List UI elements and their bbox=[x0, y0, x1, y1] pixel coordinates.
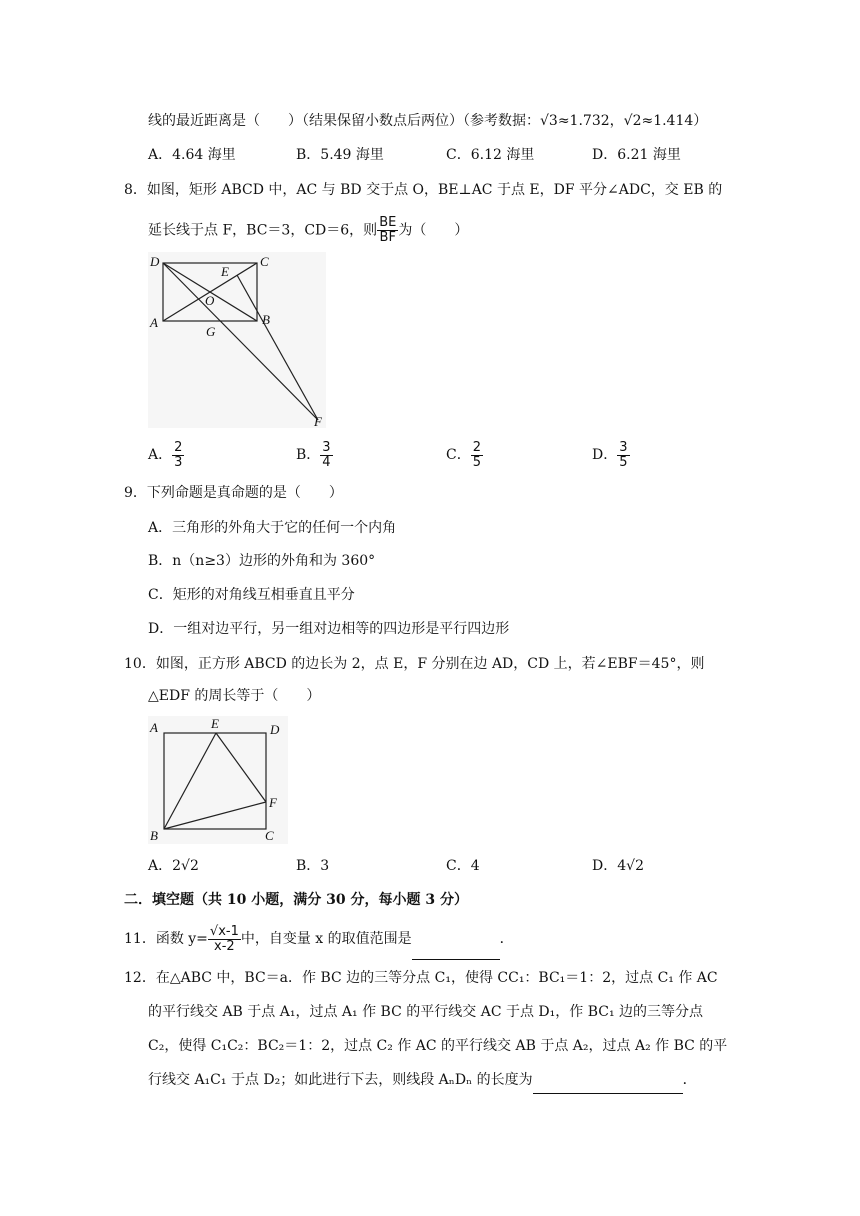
q10-stem-line1: 10．如图，正方形 ABCD 的边长为 2，点 E，F 分别在边 AD，CD 上，若∠EBF＝45°，则 bbox=[124, 656, 705, 672]
q11-pre: 11．函数 y= bbox=[124, 931, 208, 947]
segment-be bbox=[164, 733, 216, 829]
q7-option-c: C．6.12 海里 bbox=[446, 147, 535, 163]
q12-line1: 12．在△ABC 中，BC＝a．作 BC 边的三等分点 C₁，使得 CC₁：BC₁＝1：2，过点 C₁ 作 AC bbox=[124, 970, 718, 986]
q12-line2: 的平行线交 AB 于点 A₁，过点 A₁ 作 BC 的平行线交 AC 于点 D₁，作 BC₁ 边的三等分点 bbox=[148, 1004, 704, 1020]
section2-title: 二．填空题（共 10 小题，满分 30 分，每小题 3 分） bbox=[124, 892, 468, 908]
q7-stem-line bbox=[148, 111, 707, 131]
q9-option-a: A．三角形的外角大于它的任何一个内角 bbox=[148, 520, 397, 536]
q10-option-b: B．3 bbox=[296, 858, 330, 874]
q8-label-f: F bbox=[314, 414, 322, 428]
q7-sqrt3-ref: 3≈1.732， bbox=[548, 113, 624, 129]
sqrt-icon: √ bbox=[623, 113, 633, 129]
q8-option-a bbox=[148, 438, 184, 472]
q8-stem-line1: 8．如图，矩形 ABCD 中，AC 与 BD 交于点 O，BE⊥AC 于点 E，DF 平分∠ADC，交 EB 的 bbox=[124, 182, 723, 198]
q8-option-b-label: B． bbox=[296, 447, 321, 463]
q12-end: ． bbox=[682, 1072, 697, 1088]
q10-option-d bbox=[592, 856, 644, 876]
num: 3 bbox=[619, 439, 628, 455]
den: 5 bbox=[472, 454, 481, 470]
q8-option-d-label: D． bbox=[592, 447, 618, 463]
q10-option-a-radicand: 2 bbox=[189, 858, 199, 874]
q7-stem-text: 线的最近距离是（ ）（结果保留小数点后两位）（参考数据： bbox=[148, 113, 540, 129]
q10-option-c: C．4 bbox=[446, 858, 480, 874]
q12-line4-text: 行线交 A₁C₁ 于点 D₂；如此进行下去，则线段 AₙDₙ 的长度为 bbox=[148, 1072, 533, 1088]
q8-option-c bbox=[446, 438, 483, 472]
q10-figure bbox=[148, 716, 288, 844]
q8-line2-pre: 延长线于点 F，BC＝3，CD＝6，则 bbox=[148, 222, 378, 239]
q12-answer-blank[interactable] bbox=[533, 1073, 683, 1094]
q8-figure bbox=[148, 252, 326, 428]
q7-option-b: B．5.49 海里 bbox=[296, 147, 384, 163]
q8-fraction-num: BE bbox=[379, 215, 397, 230]
segment-df bbox=[163, 263, 318, 420]
segment-ef bbox=[216, 733, 266, 802]
q8-option-a-fraction bbox=[172, 441, 184, 470]
q10-option-a bbox=[148, 856, 199, 876]
segment-ef bbox=[237, 275, 318, 420]
q8-option-d-fraction bbox=[617, 441, 629, 470]
num: 2 bbox=[472, 439, 481, 455]
sqrt-icon: √ bbox=[181, 858, 190, 874]
q8-label-c: C bbox=[260, 254, 269, 269]
num: 2 bbox=[174, 439, 183, 455]
num: 3 bbox=[322, 439, 331, 455]
q9-stem: 9．下列命题是真命题的是（ ） bbox=[124, 485, 343, 501]
q9-option-c: C．矩形的对角线互相垂直且平分 bbox=[148, 587, 355, 603]
q8-label-g: G bbox=[206, 324, 216, 339]
q11-fraction-num: √x-1 bbox=[209, 923, 239, 939]
sqrt-icon: √ bbox=[540, 113, 549, 129]
q12-line4 bbox=[148, 1070, 697, 1094]
q10-label-c: C bbox=[265, 828, 274, 843]
q10-label-b: B bbox=[150, 828, 158, 843]
q7-ref-tail: ） bbox=[693, 113, 708, 129]
q8-label-b: B bbox=[262, 312, 270, 327]
q8-label-e: E bbox=[221, 264, 229, 279]
q8-option-b bbox=[296, 438, 333, 472]
q10-option-d-label: D．4 bbox=[592, 858, 627, 874]
q8-fraction-den: BF bbox=[379, 230, 396, 245]
q8-fraction bbox=[377, 216, 398, 245]
q8-option-a-label: A． bbox=[148, 447, 173, 463]
q10-label-f: F bbox=[269, 795, 277, 810]
q8-label-a: A bbox=[150, 315, 158, 330]
q8-option-c-label: C． bbox=[446, 447, 471, 463]
q10-label-a: A bbox=[150, 720, 158, 735]
q8-stem-line2 bbox=[148, 216, 468, 245]
q8-line2-post: 为（ ） bbox=[398, 222, 469, 239]
q8-option-c-fraction bbox=[471, 441, 483, 470]
q10-option-a-label: A．2 bbox=[148, 858, 182, 874]
sqrt-icon: √ bbox=[626, 858, 636, 874]
den: 3 bbox=[174, 454, 183, 470]
q10-stem-line2: △EDF 的周长等于（ ） bbox=[148, 688, 321, 704]
q10-option-d-radicand: 2 bbox=[635, 858, 644, 874]
q8-label-d: D bbox=[150, 254, 160, 269]
q12-line3: C₂，使得 C₁C₂：BC₂＝1：2，过点 C₂ 作 AC 的平行线交 AB 于点 A₂，过点 A₂ 作 BC 的平 bbox=[148, 1038, 728, 1054]
q11-post: 中，自变量 x 的取值范围是 bbox=[240, 931, 412, 947]
q7-option-d: D．6.21 海里 bbox=[592, 147, 681, 163]
q9-option-b: B．n（n≥3）边形的外角和为 360° bbox=[148, 553, 376, 569]
q11-fraction bbox=[208, 925, 241, 954]
q11-end: ． bbox=[499, 931, 514, 947]
q10-label-d: D bbox=[270, 722, 280, 737]
q9-option-d: D．一组对边平行，另一组对边相等的四边形是平行四边形 bbox=[148, 621, 510, 637]
q8-option-d bbox=[592, 438, 630, 472]
q11-answer-blank[interactable] bbox=[412, 925, 500, 960]
q8-figure-svg bbox=[148, 252, 326, 428]
q11-fraction-den: x-2 bbox=[214, 938, 235, 954]
q10-label-e: E bbox=[211, 716, 219, 731]
q10-figure-svg bbox=[148, 716, 288, 844]
den: 4 bbox=[322, 454, 331, 470]
den: 5 bbox=[619, 454, 628, 470]
q8-label-o: O bbox=[205, 293, 215, 308]
q11-stem bbox=[124, 922, 514, 960]
q7-sqrt2-ref: 2≈1.414 bbox=[632, 113, 694, 129]
segment-bf bbox=[164, 802, 266, 829]
q7-option-a: A．4.64 海里 bbox=[148, 147, 236, 163]
q8-option-b-fraction bbox=[320, 441, 332, 470]
